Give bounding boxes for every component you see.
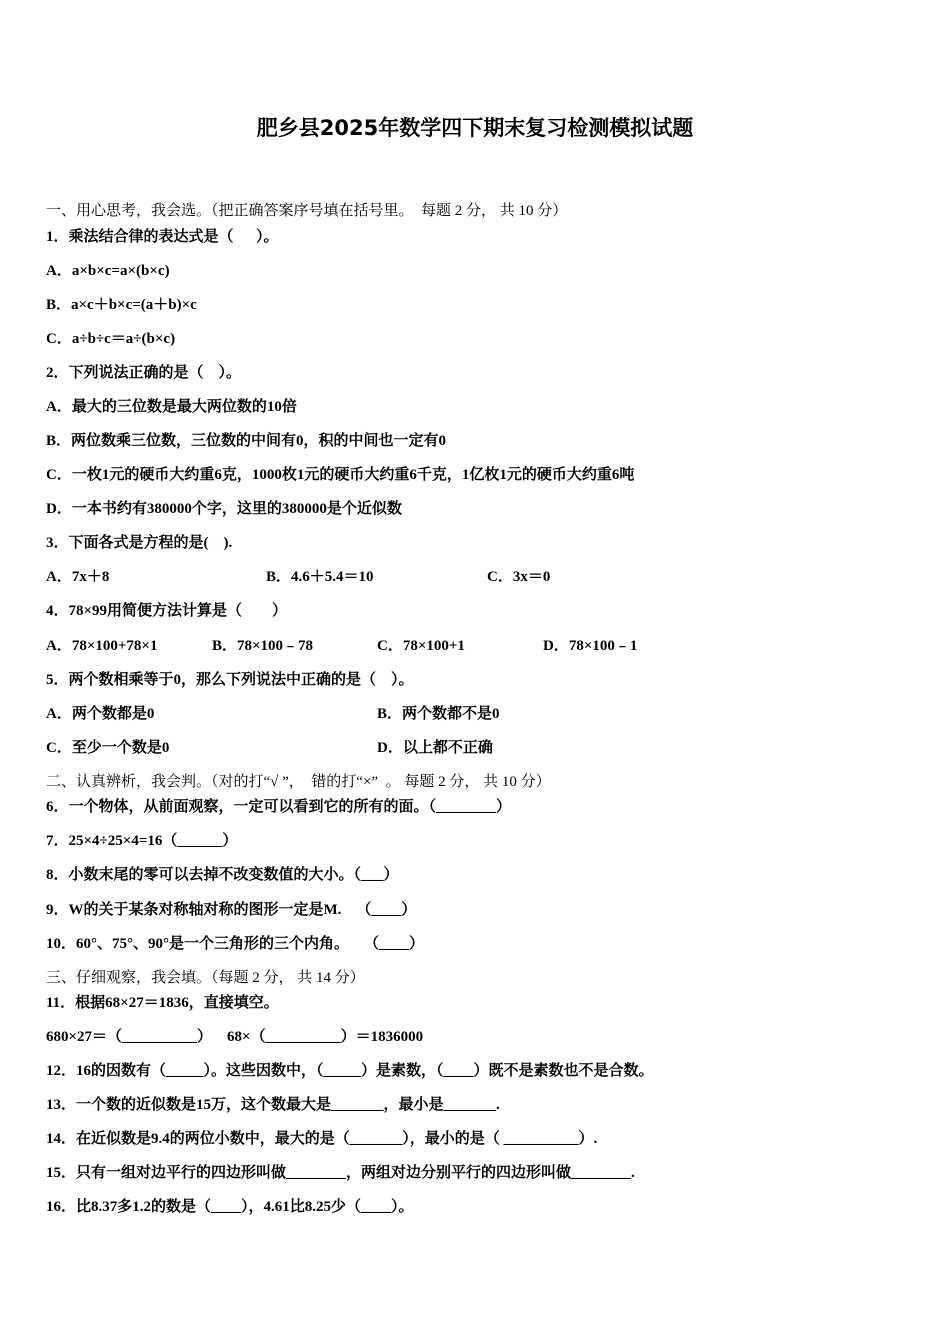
question-1-option-a: A．a×b×c=a×(b×c) xyxy=(46,263,170,279)
question-2-option-c: C．一枚1元的硬币大约重6克，1000枚1元的硬币大约重6千克，1亿枚1元的硬币大约重6吨 xyxy=(46,467,635,483)
question-2-option-a: A．最大的三位数是最大两位数的10倍 xyxy=(46,399,297,415)
question-15: 15．只有一组对边平行的四边形叫做________，两组对边分别平行的四边形叫做________. xyxy=(46,1165,635,1181)
section-2-heading: 二、认真辨析，我会判。（对的打“√ ”， 错的打“×” 。 每题 2 分， 共 10 分） xyxy=(46,774,551,790)
question-2-option-b: B．两位数乘三位数，三位数的中间有0，积的中间也一定有0 xyxy=(46,433,447,449)
question-1-option-c: C．a÷b÷c＝a÷(b×c) xyxy=(46,331,176,347)
question-3-option-c: C．3x＝0 xyxy=(487,569,551,585)
section-1-heading: 一、用心思考，我会选。（把正确答案序号填在括号里。 每题 2 分， 共 10 分） xyxy=(46,203,568,219)
question-2-option-d: D．一本书约有380000个字，这里的380000是个近似数 xyxy=(46,501,402,517)
question-12: 12．16的因数有（_____）。这些因数中，（_____）是素数，（____）既不是素数也不是合数。 xyxy=(46,1063,654,1079)
question-13: 13．一个数的近似数是15万，这个数最大是_______，最小是_______. xyxy=(46,1097,500,1113)
question-4: 4．78×99用简便方法计算是（ ） xyxy=(46,603,288,619)
question-10: 10．60°、75°、90°是一个三角形的三个内角。 （____） xyxy=(46,936,424,952)
question-4-option-d: D．78×100﹣1 xyxy=(543,638,638,654)
question-1: 1．乘法结合律的表达式是（ ）。 xyxy=(46,229,279,245)
question-14: 14．在近似数是9.4的两位小数中，最大的是（_______），最小的是（ __________）. xyxy=(46,1131,598,1147)
section-3-heading: 三、仔细观察，我会填。（每题 2 分， 共 14 分） xyxy=(46,970,365,986)
question-4-option-b: B．78×100﹣78 xyxy=(212,638,314,654)
question-4-option-c: C．78×100+1 xyxy=(377,638,465,654)
question-16: 16．比8.37多1.2的数是（____），4.61比8.25少（____）。 xyxy=(46,1199,414,1215)
question-11-blanks: 680×27＝（__________） 68×（__________）＝1836000 xyxy=(46,1029,424,1045)
question-3-option-a: A．7x＋8 xyxy=(46,569,110,585)
question-1-option-b: B．a×c＋b×c=(a＋b)×c xyxy=(46,297,197,313)
question-5-option-b: B．两个数都不是0 xyxy=(377,706,500,722)
question-11: 11．根据68×27＝1836，直接填空。 xyxy=(46,995,279,1011)
question-4-option-a: A．78×100+78×1 xyxy=(46,638,158,654)
question-5-option-c: C．至少一个数是0 xyxy=(46,740,170,756)
question-3: 3．下面各式是方程的是( ). xyxy=(46,535,233,551)
question-9: 9．W的关于某条对称轴对称的图形一定是M. （____） xyxy=(46,902,417,918)
question-5: 5．两个数相乘等于0，那么下列说法中正确的是（ ）。 xyxy=(46,672,414,688)
question-2: 2．下列说法正确的是（ ）。 xyxy=(46,365,242,381)
question-3-option-b: B．4.6＋5.4＝10 xyxy=(266,569,374,585)
question-6: 6．一个物体，从前面观察，一定可以看到它的所有的面。（________） xyxy=(46,799,512,815)
question-7: 7．25×4÷25×4=16（______） xyxy=(46,833,238,849)
question-5-option-a: A．两个数都是0 xyxy=(46,706,155,722)
page-title: 肥乡县2025年数学四下期末复习检测模拟试题 xyxy=(256,116,694,140)
question-5-option-d: D．以上都不正确 xyxy=(377,740,493,756)
question-8: 8．小数末尾的零可以去掉不改变数值的大小。（___） xyxy=(46,867,399,883)
